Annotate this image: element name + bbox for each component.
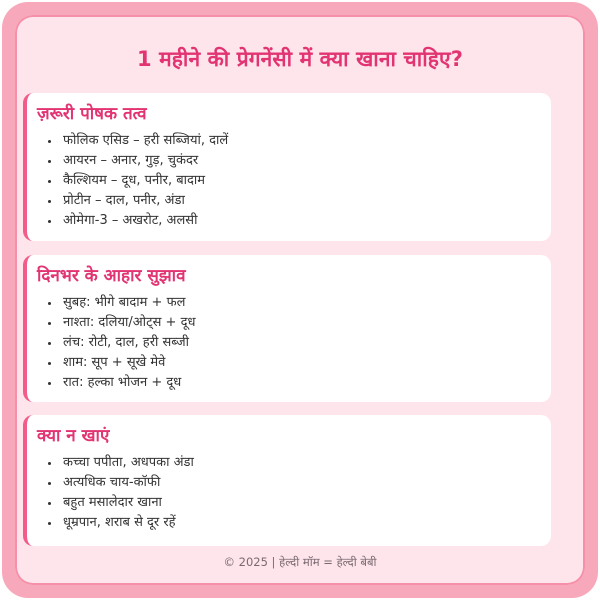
list-item: • अत्यधिक चाय-कॉफी — [61, 473, 537, 493]
section-card-nutrients — [23, 93, 551, 241]
section-card-daily-diet — [23, 255, 551, 402]
list-item: • सुबह: भीगे बादाम + फल — [61, 293, 537, 313]
diet-list — [37, 293, 537, 393]
section-heading: ज़रूरी पोषक तत्व — [37, 104, 147, 124]
section-heading: क्या न खाएं — [37, 426, 110, 446]
list-item: • फोलिक एसिड – हरी सब्जियां, दालें — [61, 131, 537, 151]
list-item: • कच्चा पपीता, अधपका अंडा — [61, 453, 537, 473]
footer-text: © 2025 | हेल्दी मॉम = हेल्दी बेबी — [223, 555, 377, 569]
list-item: • बहुत मसालेदार खाना — [61, 493, 537, 513]
section-card-avoid — [23, 415, 551, 546]
list-item: • रात: हल्का भोजन + दूध — [61, 373, 537, 393]
list-item: • शाम: सूप + सूखे मेवे — [61, 353, 537, 373]
page-title: 1 महीने की प्रेगनेंसी में क्या खाना चाहिए? — [136, 47, 463, 71]
list-item: • प्रोटीन – दाल, पनीर, अंडा — [61, 191, 537, 211]
list-item: • आयरन – अनार, गुड़, चुकंदर — [61, 151, 537, 171]
avoid-list — [37, 453, 537, 533]
nutrient-list — [37, 131, 537, 231]
list-item: • कैल्शियम – दूध, पनीर, बादाम — [61, 171, 537, 191]
section-heading: दिनभर के आहार सुझाव — [37, 266, 186, 286]
list-item: • धूम्रपान, शराब से दूर रहें — [61, 513, 537, 533]
list-item: • लंच: रोटी, दाल, हरी सब्जी — [61, 333, 537, 353]
list-item: • ओमेगा-3 – अखरोट, अलसी — [61, 211, 537, 231]
list-item: • नाश्ता: दलिया/ओट्स + दूध — [61, 313, 537, 333]
